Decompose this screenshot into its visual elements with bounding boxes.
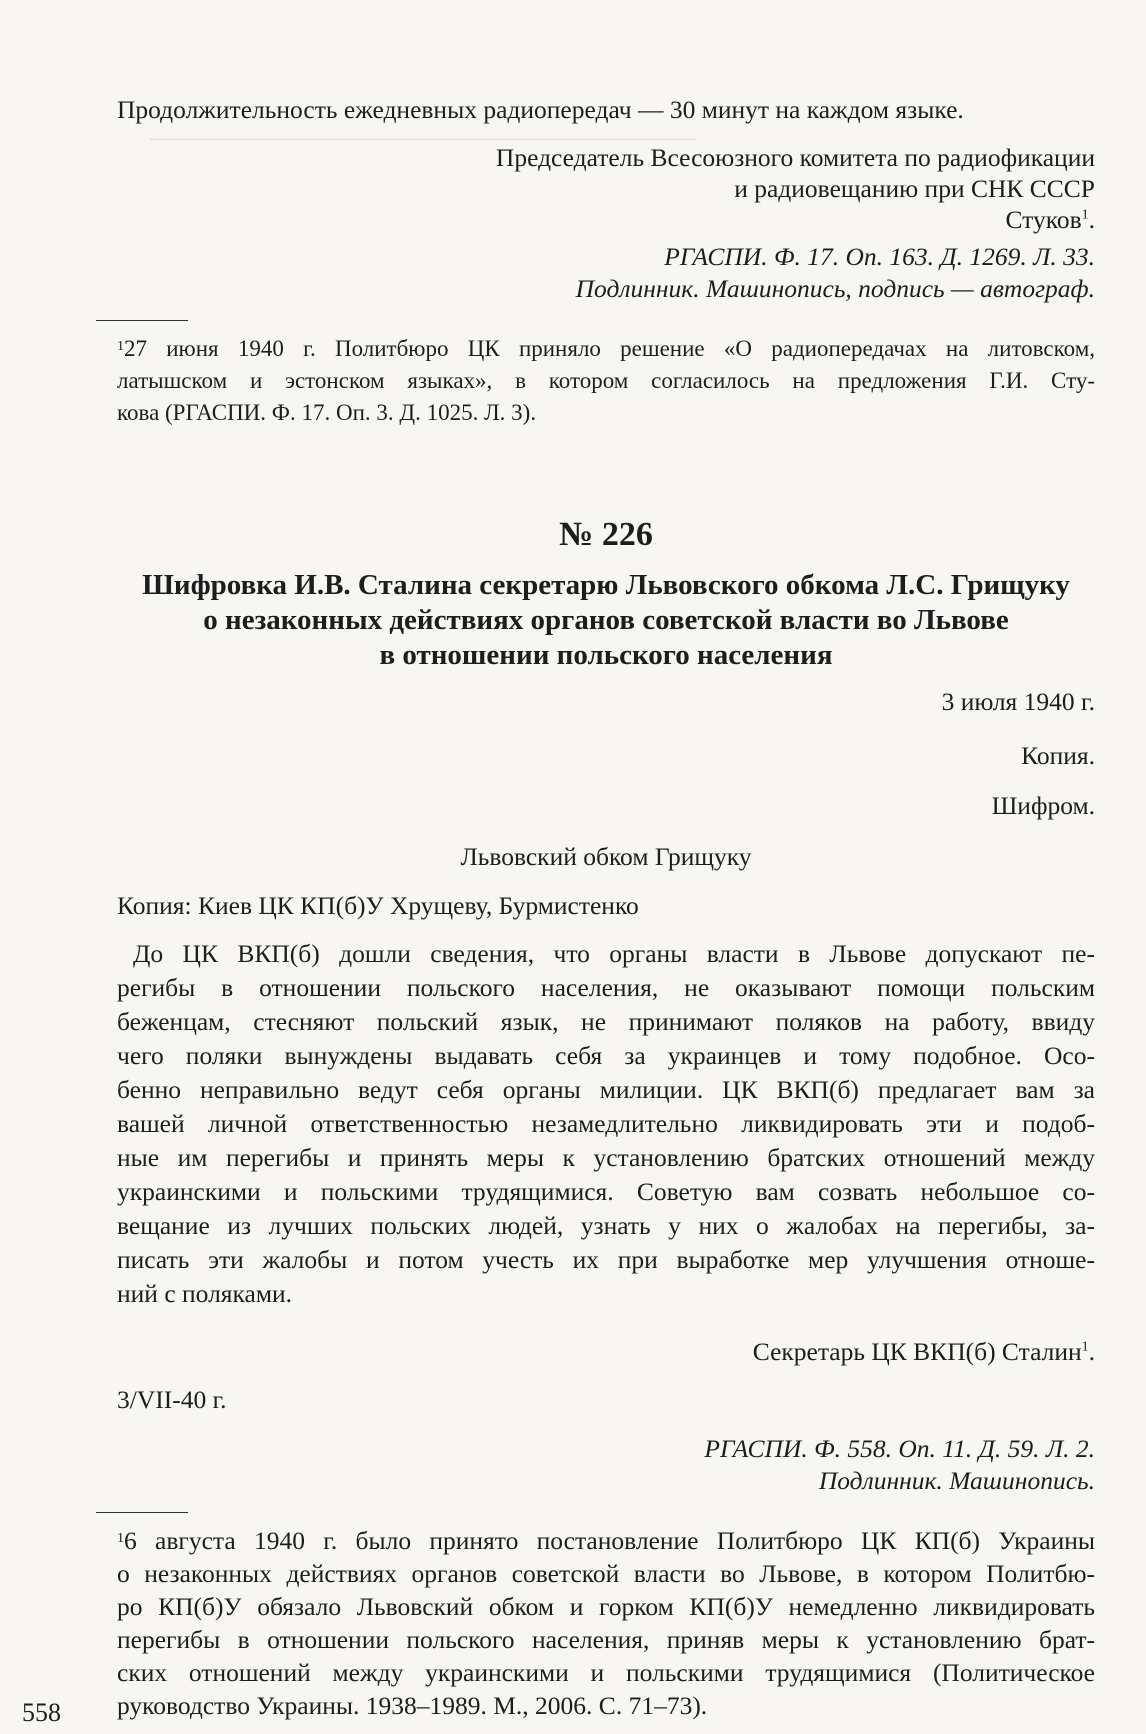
document-number: № 226 — [559, 516, 653, 553]
document-date: 3 июля 1940 г. — [941, 687, 1095, 716]
document-title-line: о незаконных действиях органов советской власти во Львове — [203, 604, 1009, 636]
document-title-line: в отношении польского населения — [379, 639, 833, 671]
signature: Секретарь ЦК ВКП(б) Сталин$^1$. — [752, 1337, 1095, 1366]
footnote-line: руководство Украины. 1938–1989. М., 2006. С. 71–73). — [117, 1691, 708, 1720]
body-line: писать эти жалобы и потом учесть их при выработке мер улучшения отноше- — [117, 1245, 1095, 1274]
duration-line: Продолжительность ежедневных радиопередач — 30 минут на каждом языке. — [117, 95, 964, 124]
addressee: Львовский обком Грищуку — [460, 842, 752, 871]
footnote-line: перегибы в отношении польского населения, приняв меры к установлению брат- — [117, 1625, 1095, 1654]
footnote-divider — [96, 1512, 188, 1513]
show-through-text: ─────────────────────────────────── — [150, 126, 696, 151]
prev-signer-name: Стуков — [1005, 205, 1082, 234]
cipher-mark: Шифром. — [991, 791, 1095, 820]
signer-name: Секретарь ЦК ВКП(б) Сталин — [752, 1337, 1082, 1366]
body-line: беженцам, стесняют польский язык, не принимают поляков на работу, ввиду — [117, 1007, 1095, 1036]
prev-archive-ref: РГАСПИ. Ф. 17. Оп. 163. Д. 1269. Л. 33. — [664, 242, 1095, 271]
archive-note: Подлинник. Машинопись. — [818, 1466, 1095, 1495]
footnote-line: ских отношений между украинскими и польскими трудящимися (Политическое — [117, 1658, 1095, 1687]
body-line: вещание из лучших польских людей, узнать у них о жалобах на перегибы, за- — [117, 1211, 1095, 1240]
footnote-line: о незаконных действиях органов советской власти во Львове, в котором Политбю- — [117, 1559, 1095, 1588]
copy-mark: Копия. — [1021, 741, 1095, 770]
body-line: ний с поляками. — [117, 1279, 293, 1308]
body-line: украинскими и польскими трудящимися. Советую вам созвать небольшое со- — [117, 1177, 1095, 1206]
prev-footnote-text-1: 27 июня 1940 г. Политбюро ЦК приняло решение «О радиопередачах на литовском, — [124, 336, 1095, 361]
body-line: вашей личной ответственностью незамедлительно ликвидировать эти и подоб- — [117, 1109, 1095, 1138]
prev-signature-title-2: и радиовещанию при СНК СССР — [734, 174, 1095, 203]
prev-footnote-line: кова (РГАСПИ. Ф. 17. Оп. 3. Д. 1025. Л. 3). — [117, 400, 537, 425]
footnote-line — [117, 1524, 1095, 1558]
prev-signature-title: Председатель Всесоюзного комитета по радиофикации — [495, 143, 1095, 172]
document-title-line: Шифровка И.В. Сталина секретарю Львовского обкома Л.С. Грищуку — [142, 569, 1070, 601]
footnote-ref: 1 — [1081, 1339, 1089, 1355]
body-line: До ЦК ВКП(б) дошли сведения, что органы власти в Львове допускают пе- — [133, 939, 1095, 968]
footnote-mark: 1 — [117, 1531, 124, 1546]
body-line: регибы в отношении польского населения, не оказывают помощи польским — [117, 973, 1095, 1002]
footnote-line: ро КП(б)У обязало Львовский обком и горком КП(б)У немедленно ликвидировать — [117, 1592, 1095, 1621]
archive-ref: РГАСПИ. Ф. 558. Оп. 11. Д. 59. Л. 2. — [704, 1434, 1095, 1463]
date-short: 3/VII-40 г. — [117, 1385, 227, 1414]
prev-footnote-line: латышском и эстонском языках», в котором согласилось на предложения Г.И. Сту- — [117, 368, 1095, 393]
copy-to: Копия: Киев ЦК КП(б)У Хрущеву, Бурмистенко — [117, 891, 639, 920]
footnote-ref: 1 — [1081, 207, 1089, 223]
prev-archive-note: Подлинник. Машинопись, подпись — автограф. — [575, 274, 1095, 303]
prev-signature-name: Стуков$^1$. — [1005, 205, 1095, 234]
footnote-mark: 1 — [117, 339, 124, 354]
page-number: 558 — [22, 1698, 61, 1727]
body-line: бенно неправильно ведут себя органы милиции. ЦК ВКП(б) предлагает вам за — [117, 1075, 1095, 1104]
footnote-divider — [96, 320, 188, 321]
prev-footnote-line — [117, 333, 1095, 365]
footnote-text-1: 6 августа 1940 г. было принято постановление Политбюро ЦК КП(б) Украины — [124, 1526, 1095, 1555]
body-line: чего поляки вынуждены выдавать себя за украинцев и тому подобное. Осо- — [117, 1041, 1095, 1070]
body-line: ные им перегибы и принять меры к установлению братских отношений между — [117, 1143, 1095, 1172]
